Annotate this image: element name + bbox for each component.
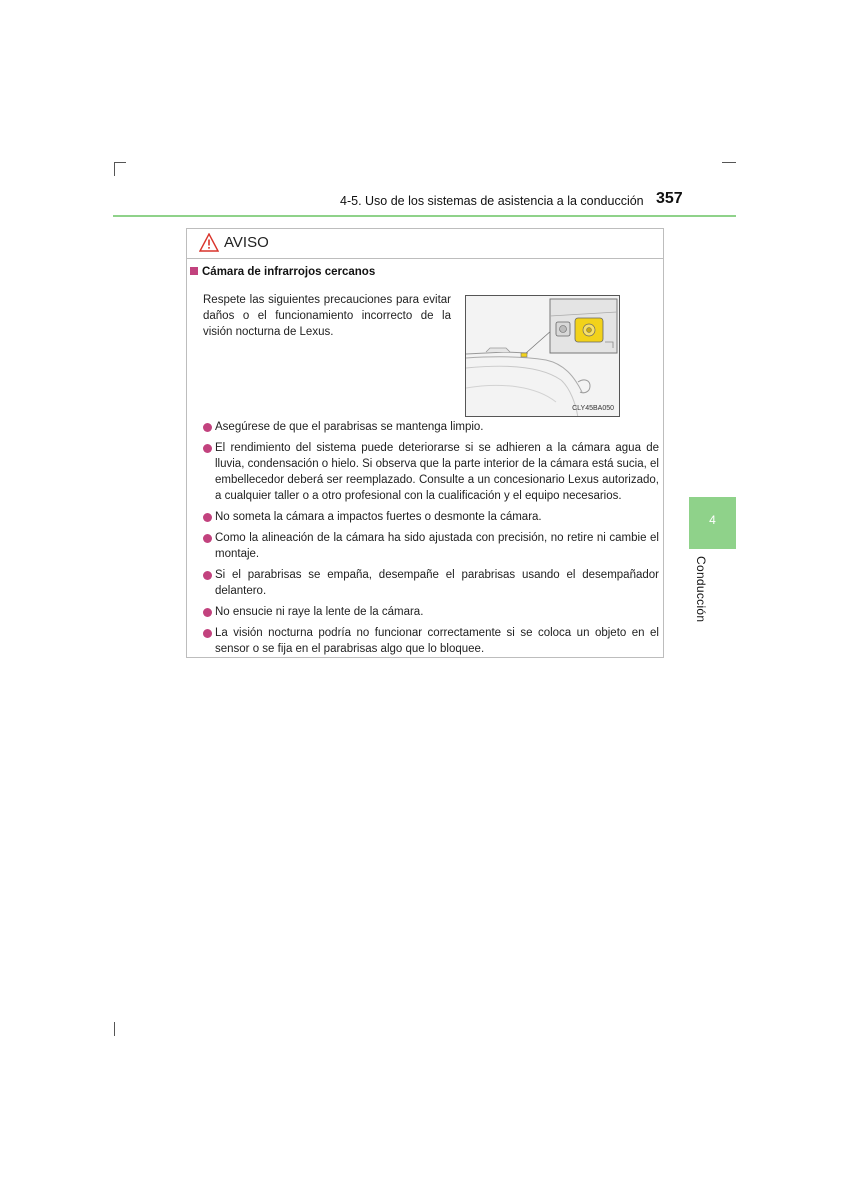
- crop-mark: [114, 162, 115, 176]
- warning-box: [186, 228, 664, 658]
- chapter-tab: 4: [689, 497, 736, 549]
- crop-mark: [114, 162, 126, 163]
- section-heading-text: Cámara de infrarrojos cercanos: [202, 266, 376, 278]
- precautions-list: [203, 419, 659, 662]
- camera-illustration: [465, 295, 620, 417]
- bullet-dot-icon: [203, 444, 212, 453]
- bullet-dot-icon: [203, 534, 212, 543]
- bullet-dot-icon: [203, 629, 212, 638]
- warning-title: AVISO: [224, 234, 269, 251]
- header-rule: [113, 215, 736, 217]
- list-item: La visión nocturna podría no funcionar correctamente si se coloca un objeto en el sensor o se fija en el parabrisas algo que lo bloquee.: [203, 625, 659, 657]
- crop-mark: [114, 1022, 115, 1036]
- intro-paragraph: Respete las siguientes precauciones para evitar daños o el funcionamiento incorrecto de la visión nocturna de Lexus.: [203, 294, 451, 338]
- list-item: No someta la cámara a impactos fuertes o desmonte la cámara.: [203, 509, 659, 525]
- running-header: 4-5. Uso de los sistemas de asistencia a la conducción: [340, 194, 644, 208]
- warning-triangle-icon: [199, 233, 219, 252]
- bullet-dot-icon: [203, 608, 212, 617]
- list-item: Asegúrese de que el parabrisas se mantenga limpio.: [203, 419, 659, 435]
- bullet-dot-icon: [203, 513, 212, 522]
- crop-mark: [722, 162, 736, 163]
- list-item: No ensucie ni raye la lente de la cámara.: [203, 604, 659, 620]
- figure-code: CLY45BA050: [572, 405, 614, 412]
- bullet-dot-icon: [203, 423, 212, 432]
- warning-header: [187, 229, 663, 259]
- chapter-label: Conducción: [694, 556, 708, 623]
- square-bullet-icon: [190, 267, 198, 275]
- section-heading: [190, 266, 375, 278]
- list-item: Si el parabrisas se empaña, desempañe el parabrisas usando el desempañador delantero.: [203, 567, 659, 599]
- list-item: El rendimiento del sistema puede deteriorarse si se adhieren a la cámara agua de lluvia, condensación o hielo. Si observa que la parte interior de la cámara está sucia, el embellecedor deberá ser reemplazado. Consulte a un concesionario Lexus autorizado, a cualquier taller o a otro profesional con la cualificación y el equipo necesarios.: [203, 440, 659, 504]
- list-item: Como la alineación de la cámara ha sido ajustada con precisión, no retire ni cambie el montaje.: [203, 530, 659, 562]
- bullet-dot-icon: [203, 571, 212, 580]
- windshield-camera-drawing: [466, 296, 620, 417]
- page-number: 357: [656, 190, 683, 207]
